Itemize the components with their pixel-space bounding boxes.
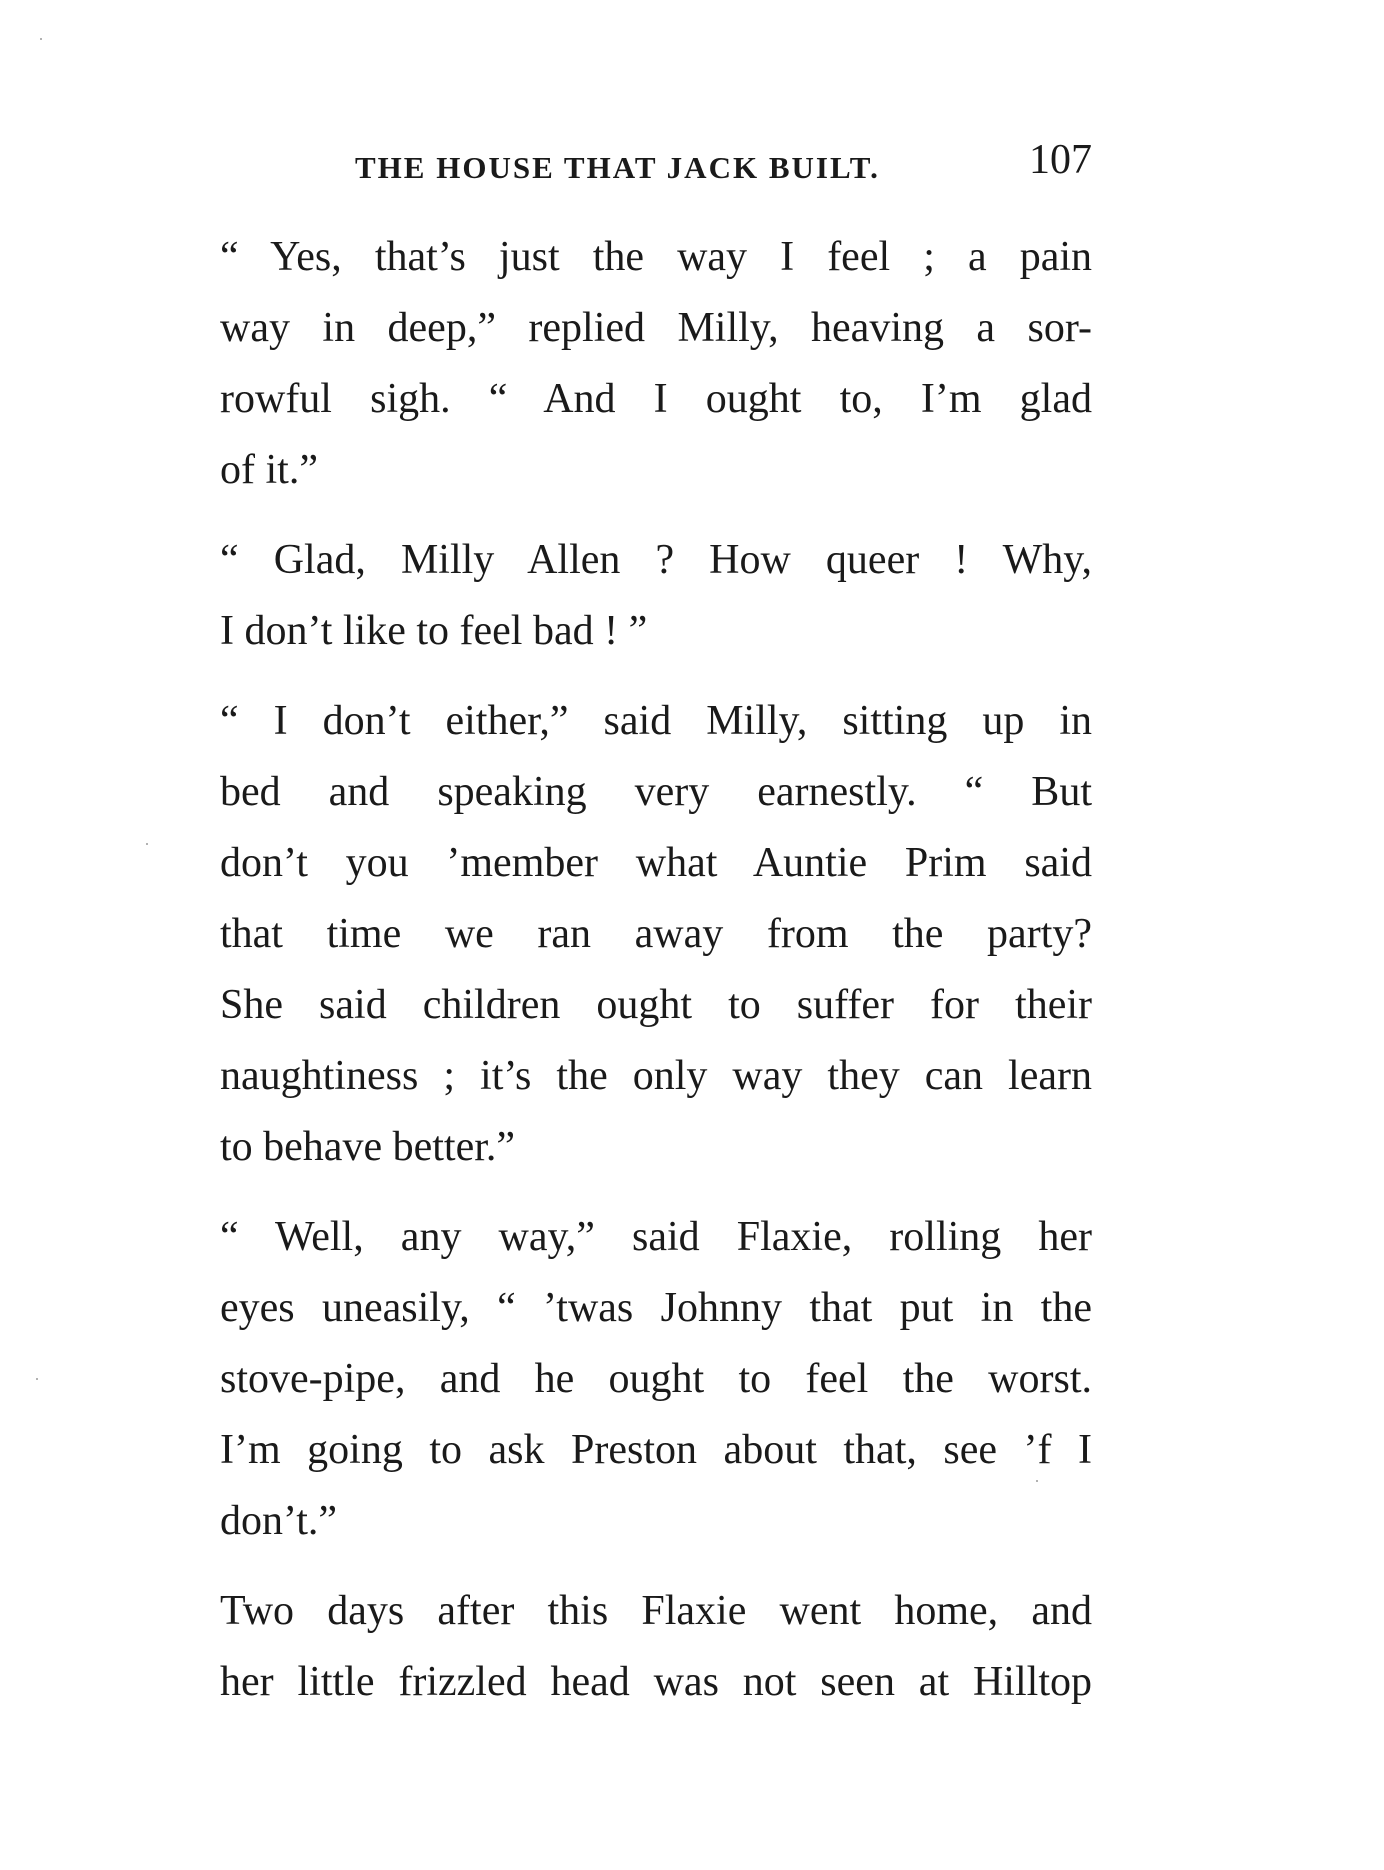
- text-line: “ Yes, that’s just the way I feel ; a pain: [220, 234, 1092, 280]
- text-line: naughtiness ; it’s the only way they can learn: [220, 1053, 1092, 1099]
- text-line: eyes uneasily, “ ’twas Johnny that put in the: [220, 1285, 1092, 1331]
- paragraph: [220, 525, 1092, 667]
- text-line: I don’t like to feel bad ! ”: [220, 608, 648, 654]
- text-line: She said children ought to suffer for their: [220, 982, 1092, 1028]
- text-line: “ Well, any way,” said Flaxie, rolling her: [220, 1214, 1092, 1260]
- text-line: that time we ran away from the party?: [220, 911, 1092, 957]
- text-line: “ I don’t either,” said Milly, sitting up in: [220, 698, 1092, 744]
- text-line: don’t.”: [220, 1498, 338, 1544]
- paper-speck: [146, 843, 148, 845]
- running-title: THE HOUSE THAT JACK BUILT.: [355, 150, 880, 185]
- paragraph: [220, 222, 1092, 506]
- text-line: don’t you ’member what Auntie Prim said: [220, 840, 1092, 886]
- body-text: [220, 222, 1092, 1718]
- paragraph: [220, 686, 1092, 1183]
- text-line: of it.”: [220, 447, 318, 493]
- text-line: way in deep,” replied Milly, heaving a sor-: [220, 305, 1092, 351]
- paper-speck: [40, 38, 42, 40]
- paper-speck: [36, 1378, 38, 1380]
- text-line: I’m going to ask Preston about that, see ’f I: [220, 1427, 1092, 1473]
- page-number: 107: [1029, 137, 1092, 183]
- text-line: “ Glad, Milly Allen ? How queer ! Why,: [220, 537, 1092, 583]
- paragraph: [220, 1202, 1092, 1557]
- running-head: [220, 136, 1092, 196]
- paragraph: [220, 1576, 1092, 1718]
- text-line: to behave better.”: [220, 1124, 516, 1170]
- text-line: stove-pipe, and he ought to feel the worst.: [220, 1356, 1092, 1402]
- text-line: her little frizzled head was not seen at Hilltop: [220, 1659, 1092, 1705]
- text-line: bed and speaking very earnestly. “ But: [220, 769, 1092, 815]
- text-line: rowful sigh. “ And I ought to, I’m glad: [220, 376, 1092, 422]
- text-line: Two days after this Flaxie went home, and: [220, 1588, 1092, 1634]
